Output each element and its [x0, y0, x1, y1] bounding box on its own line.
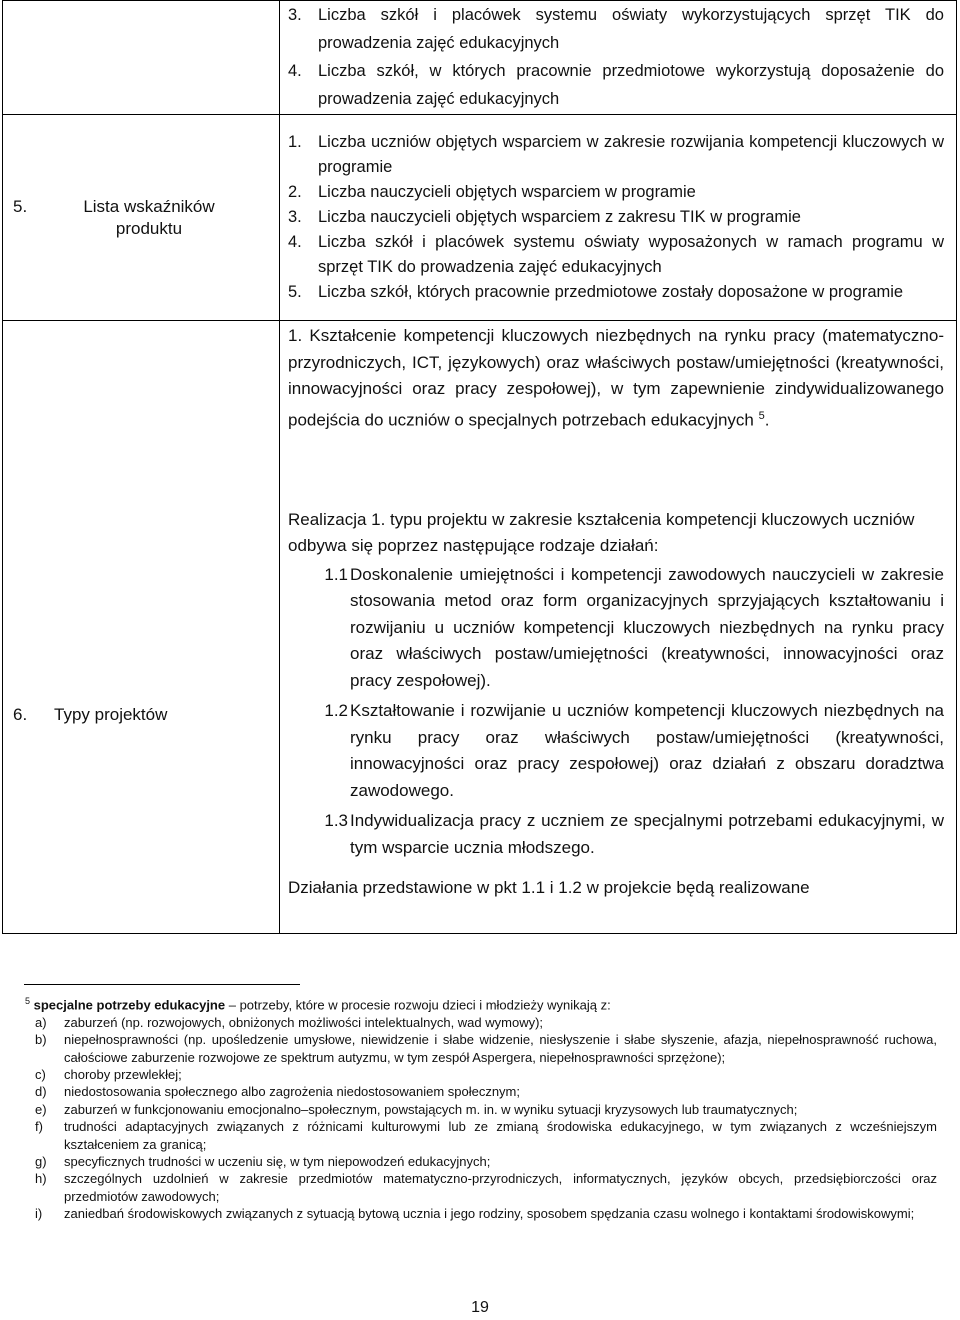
- list-item: f) trudności adaptacyjnych związanych z różnicami kulturowymi lub ze zmianą środowiska edukacyjnego, w tym związanych z wcześniejszym kształceniem za granicą;: [35, 1119, 937, 1152]
- project-types-label: 6. Typy projektów: [3, 497, 280, 934]
- key-competences-row: [3, 321, 957, 497]
- footnote-list: [35, 1014, 937, 1223]
- criteria-table: [2, 0, 957, 934]
- project-types-row: [3, 497, 957, 934]
- result-indicators-list: [288, 1, 944, 113]
- product-indicators-list: [288, 130, 944, 305]
- list-item: 2. Liczba nauczycieli objętych wsparciem w programie: [288, 183, 696, 201]
- key-competences-cell: [280, 321, 957, 497]
- project-types-intro: Realizacja 1. typu projektu w zakresie kształcenia kompetencji kluczowych uczniów odbywa się poprzez następujące rodzaje działań:: [288, 509, 915, 555]
- action-item: 1.2 Kształtowanie i rozwijanie u uczniów kompetencji kluczowych niezbędnych na rynku pracy oraz właściwych postaw/umiejętności (kreatywności, innowacyjności oraz pracy zespołowej) oraz działań z obszaru doradztwa zawodowego.: [324, 701, 944, 800]
- result-indicators-cell: [280, 1, 957, 115]
- list-item: e) zaburzeń w funkcjonowaniu emocjonalno–społecznym, powstających m. in. w wyniku sytuacji kryzysowych lub traumatycznych;: [35, 1101, 798, 1117]
- footnote-heading: $^5$ specjalne potrzeby edukacyjne – potrzeby, które w procesie rozwoju dzieci i młodzieży wynikają z:: [25, 996, 611, 1013]
- page-number: 19: [471, 1299, 489, 1316]
- project-types-cell: [280, 497, 957, 934]
- list-item: d) niedostosowania społecznego albo zagrożenia niedostosowaniem społecznym;: [35, 1084, 521, 1100]
- list-item: 1. Liczba uczniów objętych wsparciem w zakresie rozwijania kompetencji kluczowych w programie: [288, 133, 944, 176]
- list-item: 5. Liczba szkół, których pracownie przedmiotowe zostały doposażone w programie: [288, 283, 904, 301]
- list-item: 4. Liczba szkół i placówek systemu oświaty wyposażonych w ramach programu w sprzęt TIK do prowadzenia zajęć edukacyjnych: [288, 233, 944, 276]
- empty-label-cell: [3, 1, 280, 115]
- product-indicators-row: [3, 115, 957, 321]
- footnote-ref: 5: [758, 409, 765, 422]
- list-item: c) choroby przewlekłej;: [35, 1066, 182, 1082]
- action-item: 1.1 Doskonalenie umiejętności i kompetencji zawodowych nauczycieli w zakresie stosowania metod oraz form organizacyjnych sprzyjających kształtowaniu i rozwijaniu u uczniów kompetencji kluczowych niezbędnych na rynku pracy oraz właściwych postaw/umiejętności (kreatywności, innowacyjności oraz pracy zespołowej).: [324, 564, 944, 690]
- list-item: h) szczególnych uzdolnień w zakresie przedmiotów matematyczno-przyrodniczych, informatycznych, języków obcych, przedsiębiorczości oraz przedmiotów zawodowych;: [35, 1171, 937, 1204]
- empty-label-cell: [3, 321, 280, 497]
- list-item: 3. Liczba nauczycieli objętych wsparciem z zakresu TIK w programie: [288, 208, 801, 226]
- list-item: a) zaburzeń (np. rozwojowych, obniżonych możliwości intelektualnych, wad wymowy);: [35, 1014, 544, 1030]
- product-indicators-cell: [280, 115, 957, 321]
- list-item: 4. Liczba szkół, w których pracownie przedmiotowe wykorzystują doposażenie do prowadzenia zajęć edukacyjnych: [288, 62, 944, 108]
- action-item: 1.3 Indywidualizacja pracy z uczniem ze specjalnymi potrzebami edukacyjnymi, w tym wsparcie ucznia młodszego.: [324, 811, 944, 857]
- list-item: 3. Liczba szkół i placówek systemu oświaty wykorzystujących sprzęt TIK do prowadzenia zajęć edukacyjnych: [288, 6, 944, 52]
- list-item: b) niepełnosprawności (np. upośledzenie umysłowe, niewidzenie i słabe widzenie, niesłyszenie i słabe słyszenie, afazja, niepełnosprawność ruchowa, całościowe zaburzenie rozwojowe ze spektrum autyzmu, w tym zespół Aspergera, niepełnosprawności sprzężone);: [35, 1032, 937, 1065]
- result-indicators-row: [3, 1, 957, 115]
- footnote: [25, 993, 937, 1223]
- key-competences-text: 1. Kształcenie kompetencji kluczowych niezbędnych na rynku pracy (matematyczno-przyrodniczych, ICT, językowych) oraz właściwych postaw/umiejętności (kreatywności, innowacyjności oraz pracy zespołowej), w tym zapewnienie zindywidualizowanego podejścia do uczniów o specjalnych potrzebach edukacyjnych $^5$.: [288, 326, 944, 430]
- list-item: g) specyficznych trudności w uczeniu się, w tym niepowodzeń edukacyjnych;: [35, 1153, 491, 1169]
- product-indicators-label: 5. Lista wskaźników produktu: [3, 115, 280, 321]
- project-types-closing: Działania przedstawione w pkt 1.1 i 1.2 w projekcie będą realizowane: [288, 878, 810, 897]
- list-item: i) zaniedbań środowiskowych związanych z sytuacją bytową ucznia i jego rodziny, sposobem spędzania czasu wolnego i kontaktami środowiskowymi;: [35, 1206, 915, 1222]
- footnote-separator: [24, 984, 300, 985]
